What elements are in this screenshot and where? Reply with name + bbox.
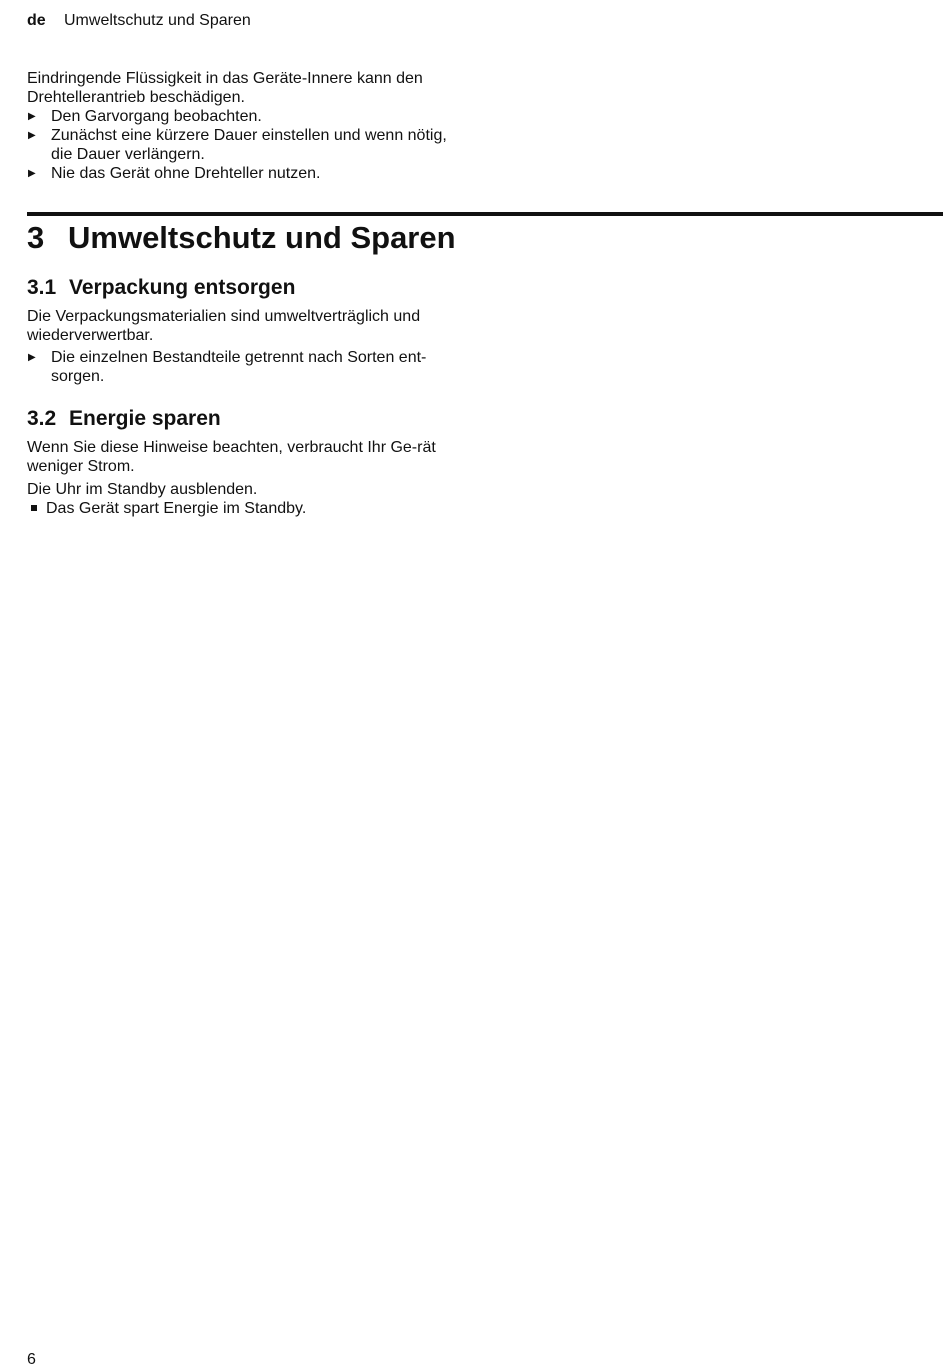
section-title: Verpackung entsorgen — [69, 276, 296, 299]
page-number: 6 — [27, 1351, 36, 1368]
warning-steps — [27, 107, 467, 183]
section-3-1 — [27, 275, 467, 386]
list-item — [27, 348, 467, 386]
chapter-number: 3 — [27, 220, 45, 255]
page-header — [27, 11, 251, 31]
list-item — [27, 126, 467, 164]
chapter-heading — [27, 218, 456, 258]
step-text: Nie das Gerät ohne Drehteller nutzen. — [51, 165, 321, 182]
language-code: de — [27, 12, 46, 29]
chapter-title: Umweltschutz und Sparen — [68, 220, 456, 255]
section-steps — [27, 348, 467, 386]
warning-block — [27, 69, 467, 183]
arrowhead-right-icon: ▶ — [28, 130, 36, 141]
arrowhead-right-icon: ▶ — [28, 168, 36, 179]
section-number: 3.2 — [27, 407, 57, 430]
chapter-divider — [27, 212, 943, 216]
section-text: Die Verpackungsmaterialien sind umweltverträglich und wiederverwertbar. — [27, 308, 421, 344]
section-title: Energie sparen — [69, 407, 221, 430]
section-heading — [27, 406, 467, 432]
section-intro: Wenn Sie diese Hinweise beachten, verbraucht Ihr Ge-rät weniger Strom. — [27, 439, 436, 475]
result-list — [27, 499, 467, 518]
arrowhead-right-icon: ▶ — [28, 111, 36, 122]
step-text: Zunächst eine kürzere Dauer einstellen und wenn nötig, die Dauer verlängern. — [51, 127, 447, 163]
square-bullet-icon — [31, 505, 37, 511]
section-heading — [27, 275, 467, 301]
section-number: 3.1 — [27, 276, 57, 299]
warning-text: Eindringende Flüssigkeit in das Geräte-Innere kann den Drehtellerantrieb beschädigen. — [27, 70, 423, 106]
step-text: Den Garvorgang beobachten. — [51, 108, 262, 125]
running-title: Umweltschutz und Sparen — [64, 12, 251, 29]
arrowhead-right-icon: ▶ — [28, 352, 36, 363]
list-item — [27, 164, 467, 183]
list-item — [27, 107, 467, 126]
section-tip: Die Uhr im Standby ausblenden. — [27, 481, 258, 498]
result-text: Das Gerät spart Energie im Standby. — [46, 500, 307, 517]
section-3-2 — [27, 406, 467, 518]
list-item — [27, 499, 467, 518]
step-text: Die einzelnen Bestandteile getrennt nach Sorten ent-sorgen. — [51, 349, 427, 385]
